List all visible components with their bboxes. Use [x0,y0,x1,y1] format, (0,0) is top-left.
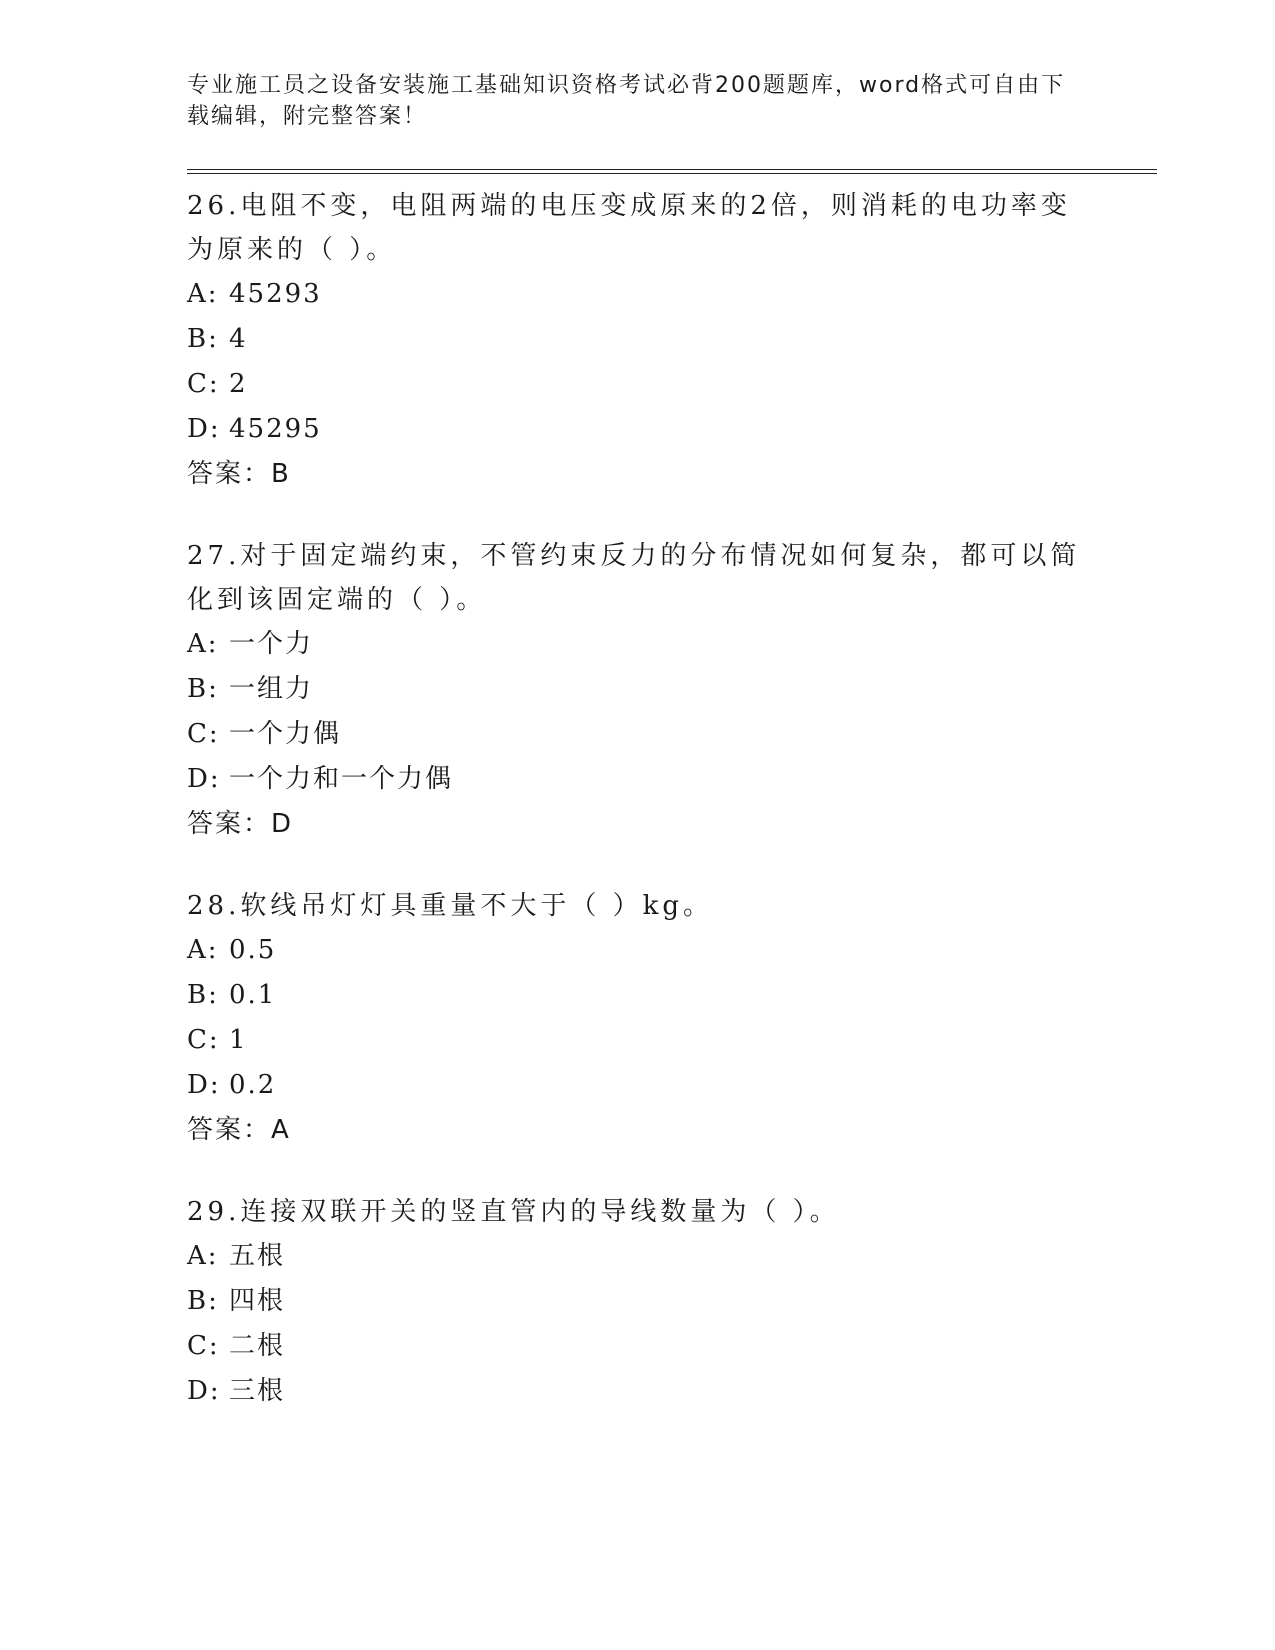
question-26 [187,184,1157,496]
question-27 [187,534,1157,846]
question-stem: 26.电阻不变，电阻两端的电压变成原来的2倍，则消耗的电功率变为原来的（ ）。 [187,191,1071,265]
option-key: C: [187,1025,220,1055]
option-key: C: [187,369,220,399]
question-29 [187,1190,1157,1414]
option-text: 二根 [229,1331,286,1361]
question-stem: 28.软线吊灯灯具重量不大于（ ）kg。 [187,891,714,921]
option-key: A: [187,279,219,309]
option-text: 五根 [229,1241,286,1271]
option-d [187,757,1157,802]
option-text: 一组力 [229,674,314,704]
question-28 [187,884,1157,1152]
option-b [187,667,1157,712]
option-key: B: [187,324,219,354]
document-header: 专业施工员之设备安装施工基础知识资格考试必背200题题库，word格式可自由下载编辑，附完整答案！ [187,73,1066,129]
option-a [187,1234,1157,1279]
option-key: C: [187,1331,220,1361]
option-b [187,317,1157,362]
option-text: 一个力 [229,629,314,659]
option-text: 4 [229,324,248,354]
option-a [187,272,1157,317]
option-key: A: [187,1241,219,1271]
question-stem: 27.对于固定端约束，不管约束反力的分布情况如何复杂，都可以简化到该固定端的（ ）。 [187,541,1081,615]
option-key: D: [187,764,221,794]
option-key: D: [187,414,221,444]
option-c [187,712,1157,757]
answer-line: 答案：A [187,1115,291,1145]
answer-line: 答案：D [187,809,294,839]
option-text: 四根 [229,1286,286,1316]
option-a [187,622,1157,667]
option-a [187,928,1157,973]
option-key: A: [187,629,219,659]
option-key: D: [187,1376,221,1406]
answer-line: 答案：B [187,459,291,489]
option-d [187,1063,1157,1108]
question-stem: 29.连接双联开关的竖直管内的导线数量为（ ）。 [187,1197,840,1227]
option-d [187,1369,1157,1414]
option-key: D: [187,1070,221,1100]
option-text: 0.1 [229,980,277,1010]
option-b [187,973,1157,1018]
option-key: C: [187,719,220,749]
header-double-rule [187,169,1157,174]
option-text: 45295 [229,414,322,444]
option-d [187,407,1157,452]
option-c [187,362,1157,407]
option-key: B: [187,674,219,704]
option-text: 0.2 [229,1070,277,1100]
option-key: B: [187,980,219,1010]
option-text: 45293 [229,279,322,309]
option-text: 一个力偶 [229,719,342,749]
option-key: A: [187,935,219,965]
option-key: B: [187,1286,219,1316]
document-page [187,70,1157,1414]
option-text: 三根 [229,1376,286,1406]
option-c [187,1324,1157,1369]
option-text: 一个力和一个力偶 [229,764,454,794]
option-text: 0.5 [229,935,277,965]
option-text: 2 [229,369,248,399]
option-c [187,1018,1157,1063]
option-text: 1 [229,1025,248,1055]
option-b [187,1279,1157,1324]
